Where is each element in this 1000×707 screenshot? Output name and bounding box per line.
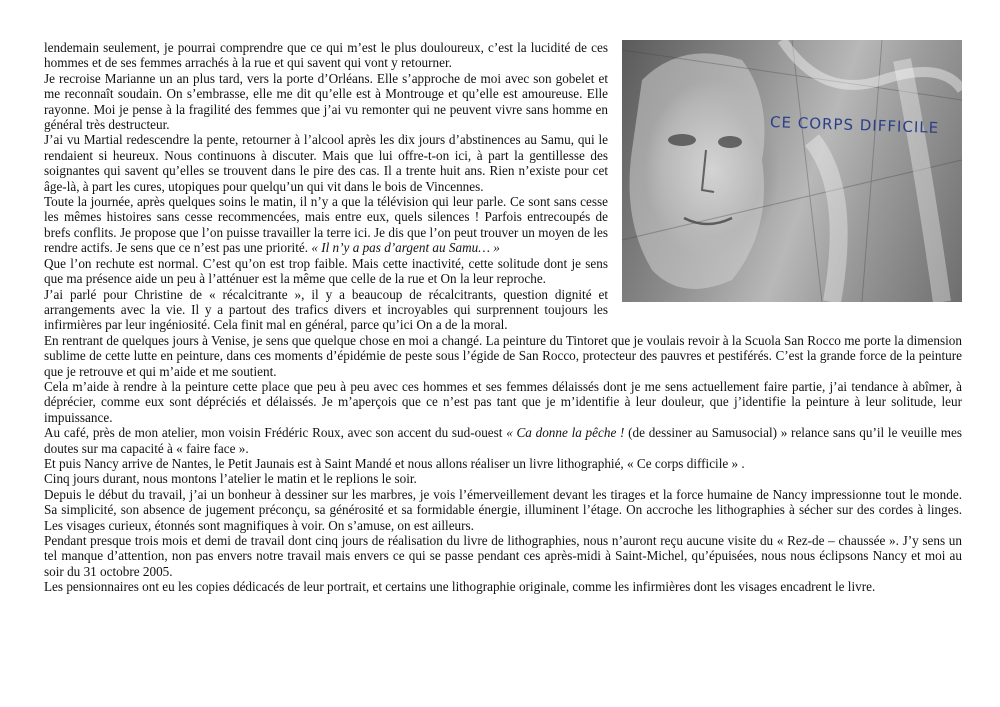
paragraph-9 <box>44 425 962 456</box>
portrait-drawing <box>622 40 962 302</box>
paragraph-5: Que l’on rechute est normal. C’est qu’on est trop faible. Mais cette inactivité, cette solitude dont je sens que ma présence aide un peu à l’atténuer est la même que celle de la rue et On la leur reproche. <box>44 255 608 287</box>
document-body <box>44 40 962 595</box>
paragraph-10: Et puis Nancy arrive de Nantes, le Petit Jaunais est à Saint Mandé et nous allons réaliser un livre lithographié, « Ce corps difficile » . <box>44 455 745 471</box>
paragraph-7: En rentrant de quelques jours à Venise, je sens que quelque chose en moi a changé. La peinture du Tintoret que je voulais revoir à la Scuola San Rocco me porte la dimension sublime de cette lutte en peinture, dans ces moments d’épidémie de peste sous l’égide de San Rocco, protecteur des pauvres et pestiférés. C’est la grande force de la peinture que je retrouve et qui m’aide et me soutient. <box>44 332 962 379</box>
paragraph-11: Cinq jours durant, nous montons l’atelier le matin et le replions le soir. <box>44 471 417 487</box>
paragraph-9-text: Au café, près de mon atelier, mon voisin Frédéric Roux, avec son accent du sud-ouest <box>44 425 503 441</box>
paragraph-2: Je recroise Marianne un an plus tard, vers la porte d’Orléans. Elle s’approche de moi avec son gobelet et me reconnaît soudain. On s’embrasse, elle me dit qu’elle est à Montrouge et qu’elle est amoureuse. Elle rayonne. Moi je pense à la fragilité des femmes que j’ai vu remonter qui ne peuvent vivre sans homme en général très destructeur. <box>44 70 608 133</box>
paragraph-9-end: » relance sans qu’il le veuille mes doutes sur ma capacité à « faire face ». <box>44 425 963 456</box>
paragraph-12: Depuis le début du travail, j’ai un bonheur à dessiner sur les marbres, je vois l’émerveillement devant les tirages et la force humaine de Nancy impressionne tout le monde. Sa simplicité, son absence de jugement préconçu, sa générosité et sa formidable énergie, illuminent l’étage. On accroche les lithographies à sécher sur des cordes à linges. Les visages curieux, étonnés sont magnifiques à voir. On s’amuse, on est ailleurs. <box>44 486 962 533</box>
paragraph-3: J’ai vu Martial redescendre la pente, retourner à l’alcool après les dix jours d’abstinences au Samu, qui le rendaient si heureux. Nous continuons à discuter. Mais que lui offre-t-on ici, à part la gentillesse des soignantes qui savent qu’elles se trouvent dans le pire des cas. Il a trente huit ans. Rien n’existe pour cet âge-là, à part les cures, utopiques pour quelqu’un qui vit dans le bois de Vincennes. <box>44 132 608 194</box>
paragraph-4-text: Toute la journée, après quelques soins le matin, il n’y a que la télévision qui leur parle. Ce sont sans cesse les mêmes histoires sans cesse recommencées, mais entre eux, quels silences ! Parfois entrecoupés de brefs conflits. Je propose que l’on puisse travailler la terre ici. Je dis que l’on peut trouver un moyen de les rendre actifs. Je sens que ce n’est pas une priorité. <box>44 194 608 256</box>
paragraph-13: Pendant presque trois mois et demi de travail dont cinq jours de réalisation du livre de lithographies, nous n’auront reçu aucune visite du « Rez-de – chaussée ». J’y sens un tel manque d’attention, non pas envers notre travail mais envers ce qui se passe pendant ces après-midi à Saint-Michel, qu’épuisées, nous nous éclipsons Nancy et moi au soir du 31 octobre 2005. <box>44 533 962 579</box>
lithograph-image <box>622 40 962 302</box>
paragraph-9-aside: (de dessiner au Samusocial) <box>628 425 778 441</box>
paragraph-9-quote: « Ca donne la pêche ! <box>506 425 629 441</box>
image-caption-text: CE CORPS DIFFICILE <box>769 113 940 137</box>
paragraph-14: Les pensionnaires ont eu les copies dédicacés de leur portrait, et certains une lithographie originale, comme les infirmières dont les visages encadrent le livre. <box>44 579 876 595</box>
paragraph-1: lendemain seulement, je pourrai comprendre que ce qui m’est le plus douloureux, c’est la lucidité de ces hommes et de ses femmes arrachés à la rue et qui savent qui vont y retourner. <box>44 40 608 71</box>
paragraph-6: J’ai parlé pour Christine de « récalcitrante », il y a beaucoup de récalcitrants, question dignité et arrangements avec la vie. Il y a partout des trafics divers et incroyables qui surprennent toujours les infirmières par leur ingéniosité. Cela finit mal en général, parce qu’ici On a de la moral. <box>44 286 608 333</box>
paragraph-8: Cela m’aide à rendre à la peinture cette place que peu à peu avec ces hommes et ses femmes délaissés dont je me sens actuellement faire partie, j’ai tendance à abîmer, à déprécier, comme eux sont dépréciés et délaissés. Je m’aperçois que ce n’est pas tant que je m’identifie à leur douleur, que j’identifie la peinture à leur solitude, leur impuissance. <box>44 378 962 425</box>
paragraph-4-quote: « Il n’y a pas d’argent au Samu… » <box>311 240 500 256</box>
